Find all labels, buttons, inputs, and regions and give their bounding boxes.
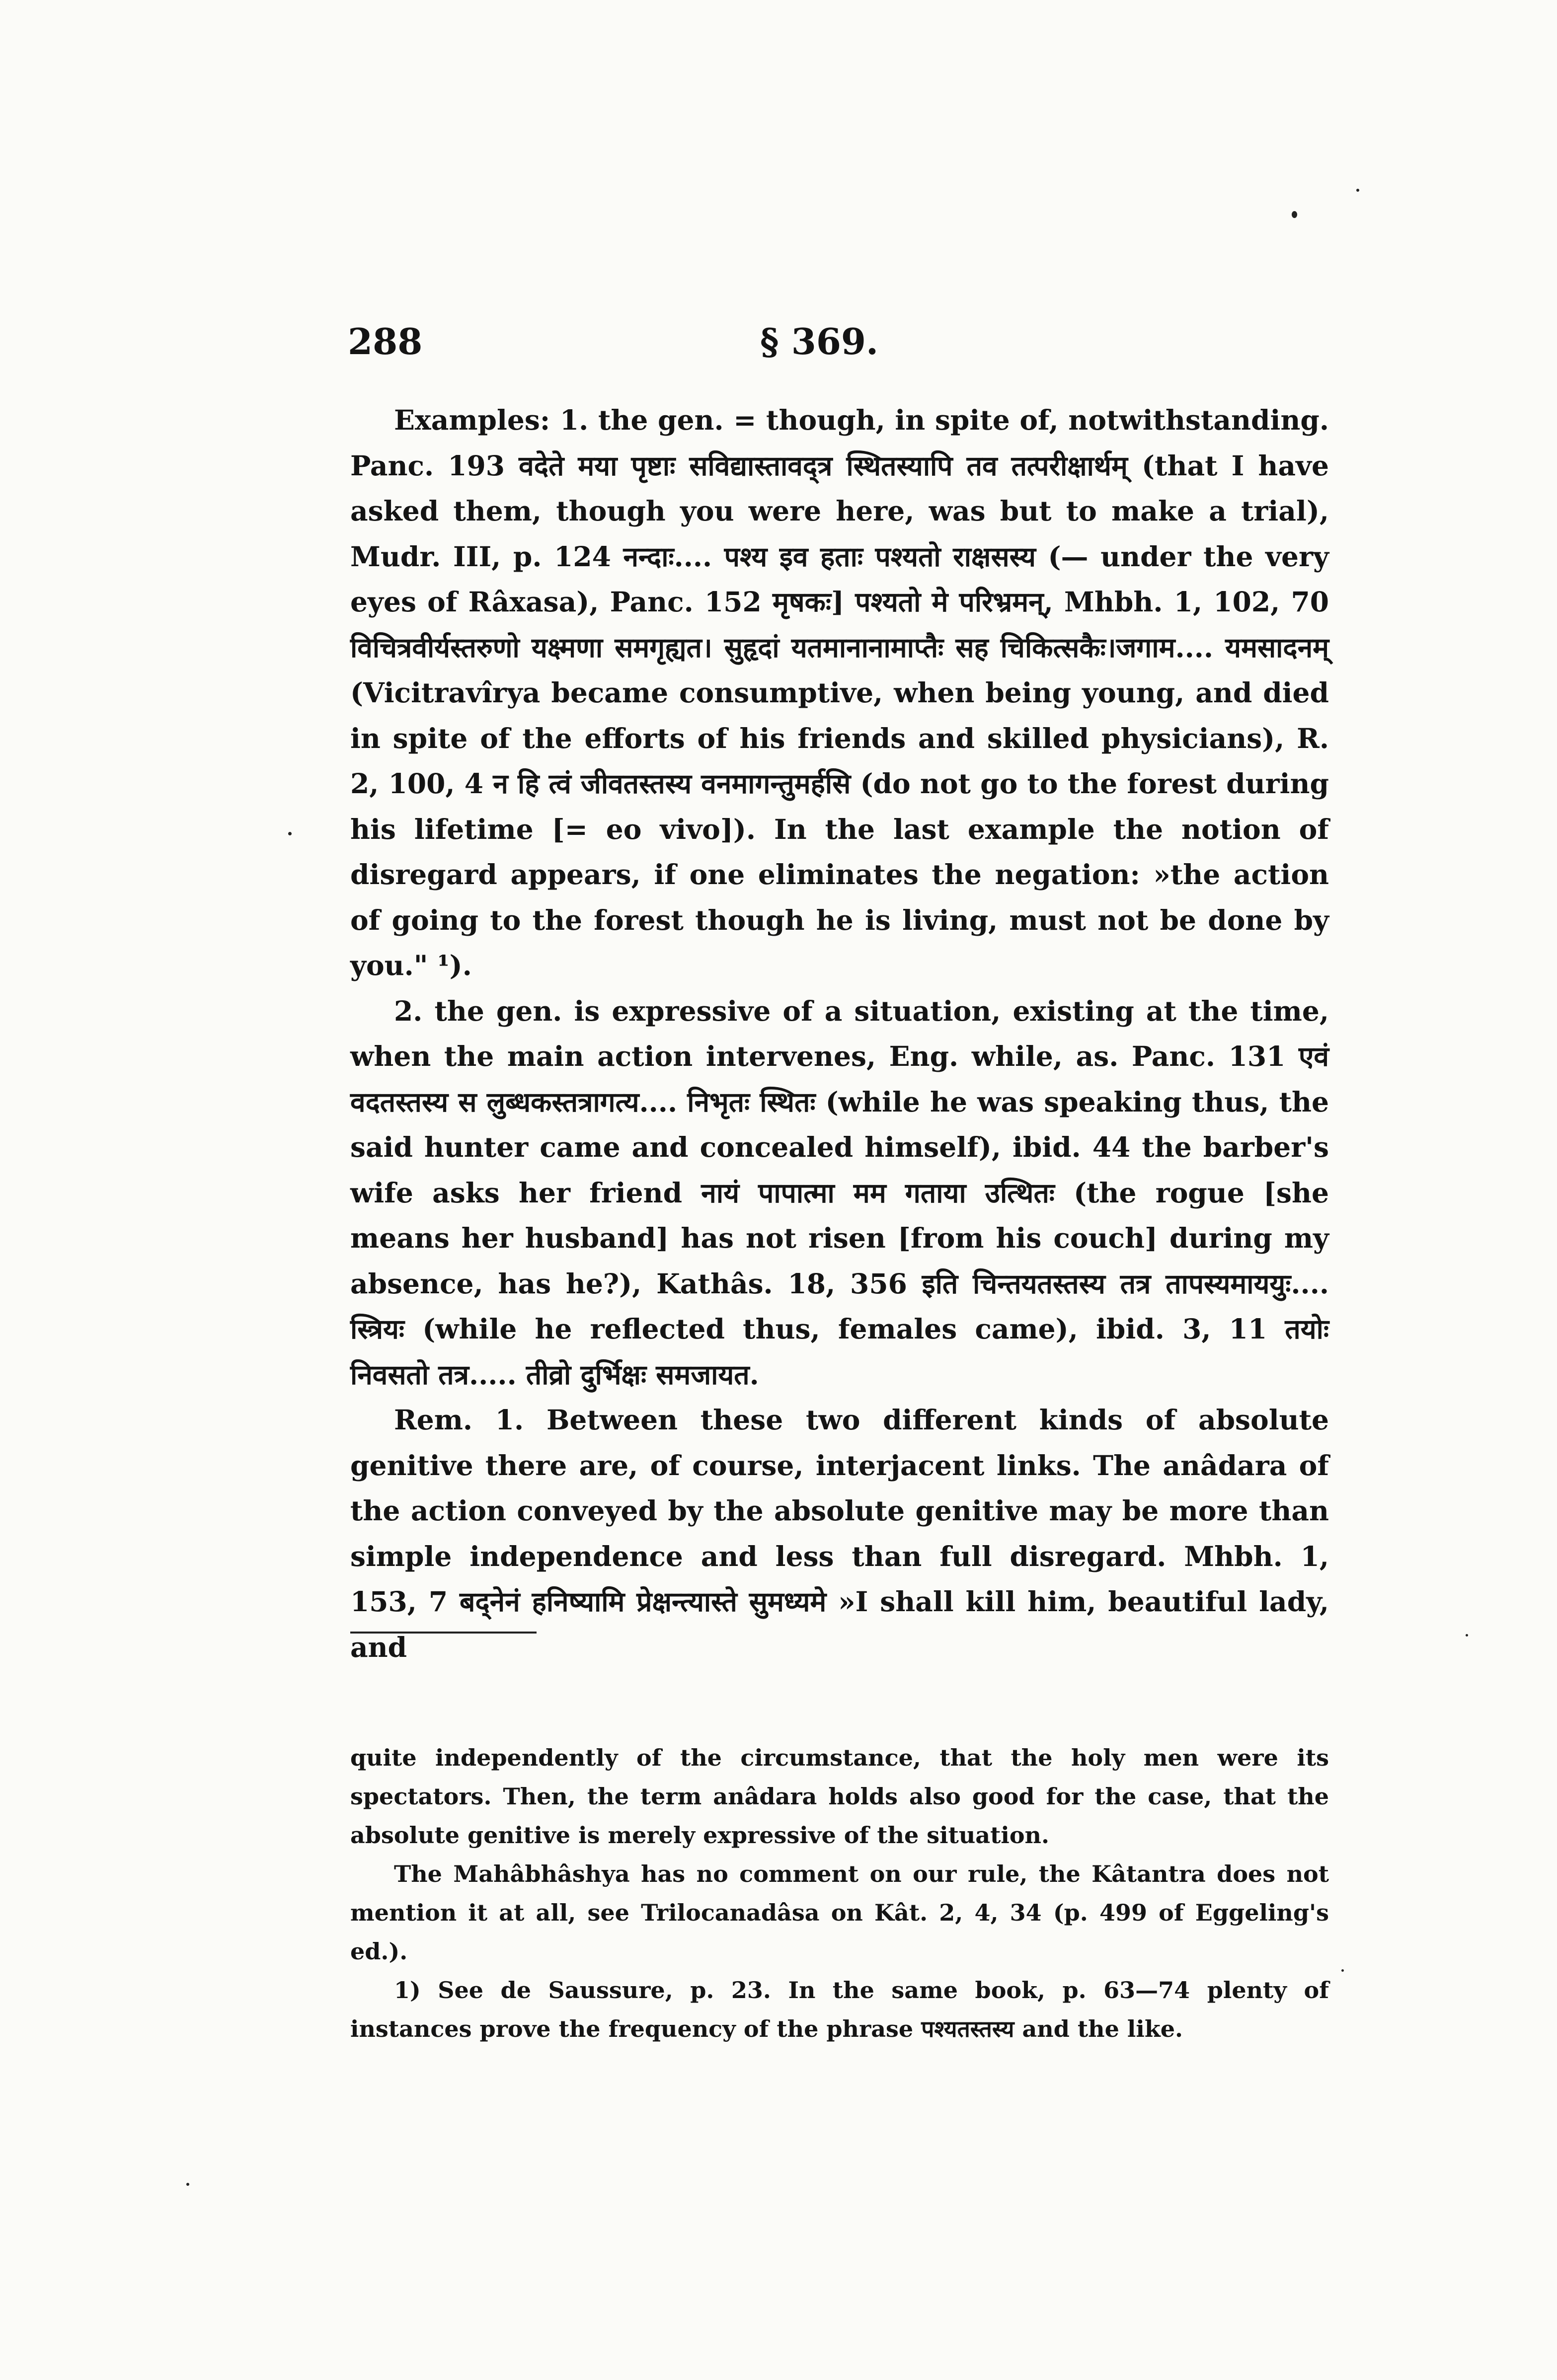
- footnote-mahabhashya: The Mahâbhâshya has no comment on our rule, the Kâtantra does not mention it at all, see Trilocanadâsa on Kât. 2, 4, 34 (p. 499 of Eggeling's ed.).: [350, 1860, 1329, 1965]
- ink-speck: [1466, 1634, 1468, 1636]
- ink-speck: [186, 2183, 189, 2186]
- ink-speck: [1341, 1969, 1344, 1972]
- ink-speck: [288, 832, 292, 835]
- running-header: [348, 320, 1341, 370]
- footnote-separator: [350, 1632, 537, 1634]
- footnote-continuation: quite independently of the circumstance, that the holy men were its spectators. Then, the term anâdara holds also good for the case, that the absolute genitive is merely expressive of the situation.: [350, 1744, 1329, 1849]
- footnotes: [350, 1738, 1329, 2048]
- paragraph-situation: 2. the gen. is expressive of a situation, existing at the time, when the main action intervenes, Eng. while, as. Panc. 131 एवं वदतस्तस्य स लुब्धकस्तत्रागत्य.... निभृतः स्थितः (while he was speaking thus, the said hunter came and concealed himself), ibid. 44 the barber's wife asks her friend नायं पापात्मा मम गताया उत्थितः (the rogue [she means her husband] has not risen [from his couch] during my absence, has he?), Kathâs. 18, 356 इति चिन्तयतस्तस्य तत्र तापस्यमाययुः.... स्त्रियः (while he reflected thus, females came), ibid. 3, 11 तयोः निवसतो तत्र..... तीव्रो दुर्भिक्षः समजायत.: [350, 994, 1329, 1391]
- section-number: § 369.: [760, 320, 879, 363]
- main-text: [350, 397, 1329, 1670]
- page-number: 288: [348, 320, 423, 363]
- paragraph-remark: Rem. 1. Between these two different kinds of absolute genitive there are, of course, interjacent links. The anâdara of the action conveyed by the absolute genitive may be more than simple independence and less than full disregard. Mhbh. 1, 153, 7 बद्नेनं हनिष्यामि प्रेक्षन्त्यास्ते सुमध्यमे »I shall kill him, beautiful lady, and: [350, 1404, 1329, 1663]
- ink-blot: [1292, 211, 1297, 218]
- footnote-1: 1) See de Saussure, p. 23. In the same book, p. 63—74 plenty of instances prove the frequency of the phrase पश्यतस्तस्य and the like.: [350, 1977, 1329, 2042]
- paragraph-examples: Examples: 1. the gen. = though, in spite of, notwithstanding. Panc. 193 वदेते मया पृष्टाः सविद्यास्तावद्त्र स्थितस्यापि तव तत्परीक्षार्थम् (that I have asked them, though you were here, was but to make a trial), Mudr. III, p. 124 नन्दाः.... पश्य इव हताः पश्यतो राक्षसस्य (— under the very eyes of Râxasa), Panc. 152 मृषकः] पश्यतो मे परिभ्रमन्, Mhbh. 1, 102, 70 विचित्रवीर्यस्तरुणो यक्ष्मणा समगृह्यत। सुहृदां यतमानानामाप्तैः सह चिकित्सकैः।जगाम.... यमसादनम् (Vicitravîrya became consumptive, when being young, and died in spite of the efforts of his friends and skilled physicians), R. 2, 100, 4 न हि त्वं जीवतस्तस्य वनमागन्तुमर्हसि (do not go to the forest during his lifetime [= eo vivo]). In the last example the notion of disregard appears, if one eliminates the negation: »the action of going to the forest though he is living, must not be done by you." ¹).: [350, 404, 1329, 981]
- ink-speck: [1356, 189, 1359, 192]
